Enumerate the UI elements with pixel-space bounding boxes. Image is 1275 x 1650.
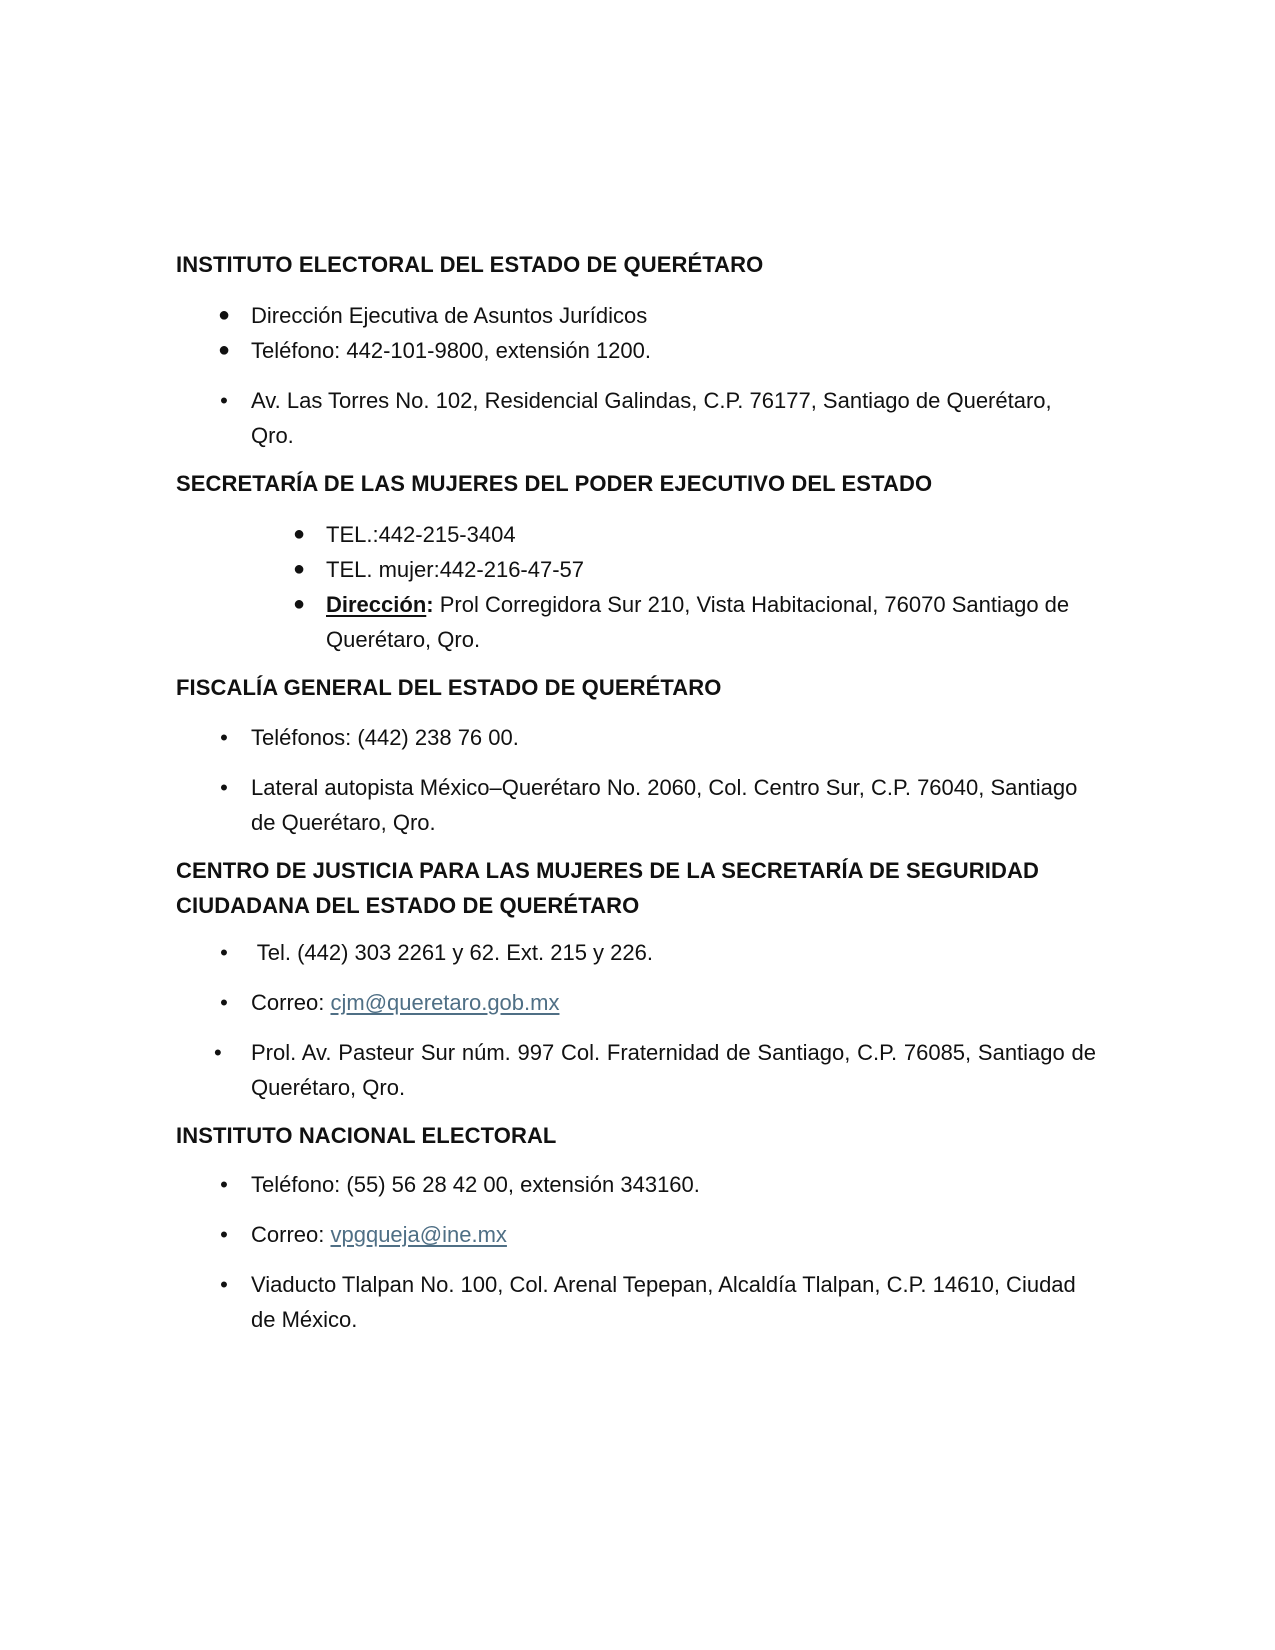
list-item [176,935,1096,970]
bullet-icon: • [220,1222,228,1247]
email-label: Correo: [251,990,331,1015]
list-item [176,1267,1096,1337]
item-text: Dirección Ejecutiva de Asuntos Jurídicos [251,303,648,328]
section-heading: CENTRO DE JUSTICIA PARA LAS MUJERES DE LA SECRETARÍA DE SEGURIDAD CIUDADANA DEL ESTADO DE QUERÉTARO [176,858,1039,918]
email-link[interactable]: vpgqueja@ine.mx [330,1222,507,1247]
email-link[interactable]: cjm@queretaro.gob.mx [330,990,560,1015]
bullet-icon: • [220,725,228,750]
list-item [176,333,1096,368]
section-ine-list [176,1167,1096,1337]
bullet-icon: • [220,1272,228,1297]
section-heading: SECRETARÍA DE LAS MUJERES DEL PODER EJECUTIVO DEL ESTADO [176,471,933,496]
item-text: Prol. Av. Pasteur Sur núm. 997 Col. Fraternidad de Santiago, C.P. 76085, Santiago de Querétaro, Qro. [251,1040,1096,1100]
section-iieq [176,247,1096,282]
item-text: Tel. (442) 303 2261 y 62. Ext. 215 y 226. [251,940,653,965]
list-item [176,1217,1096,1252]
section-heading: INSTITUTO ELECTORAL DEL ESTADO DE QUERÉTARO [176,252,764,277]
address-colon: : [426,592,434,617]
bullet-icon: • [220,775,228,800]
list-item [176,383,1096,453]
list-item [176,770,1096,840]
item-text: TEL.:442-215-3404 [326,522,516,547]
address-label: Dirección [326,592,427,617]
section-secretaria-mujeres-list [176,517,1096,657]
section-fiscalia [176,670,1096,705]
bullet-icon: ● [217,339,231,361]
bullet-icon: ● [292,593,306,615]
bullet-icon: • [220,990,228,1015]
bullet-icon: • [220,1172,228,1197]
list-item [176,1035,1096,1105]
item-text: Lateral autopista México–Querétaro No. 2060, Col. Centro Sur, C.P. 76040, Santiago de Querétaro, Qro. [251,775,1078,835]
section-secretaria-mujeres [176,466,1096,501]
section-heading: FISCALÍA GENERAL DEL ESTADO DE QUERÉTARO [176,675,722,700]
list-item [176,298,1096,333]
list-item [176,517,1096,552]
bullet-icon: ● [292,523,306,545]
bullet-icon: • [214,1040,222,1065]
item-text: Viaducto Tlalpan No. 100, Col. Arenal Tepepan, Alcaldía Tlalpan, C.P. 14610, Ciudad de México. [251,1272,1076,1332]
list-item [176,1167,1096,1202]
list-item [176,985,1096,1020]
email-label: Correo: [251,1222,331,1247]
item-text: TEL. mujer:442-216-47-57 [326,557,585,582]
bullet-icon: • [220,940,228,965]
item-text: Teléfono: (55) 56 28 42 00, extensión 343160. [251,1172,700,1197]
section-heading: INSTITUTO NACIONAL ELECTORAL [176,1123,557,1148]
item-text: Av. Las Torres No. 102, Residencial Galindas, C.P. 76177, Santiago de Querétaro, Qro. [251,388,1052,448]
list-item [176,720,1096,755]
section-ine [176,1118,1096,1153]
bullet-icon: ● [292,558,306,580]
section-iieq-list [176,298,1096,453]
item-text: Teléfonos: (442) 238 76 00. [251,725,519,750]
section-centro-justicia-list [176,935,1096,1105]
section-fiscalia-list [176,720,1096,840]
bullet-icon: ● [217,304,231,326]
list-item [176,552,1096,587]
list-item [176,587,1096,657]
address-text: Prol Corregidora Sur 210, Vista Habitacional, 76070 Santiago de Querétaro, Qro. [326,592,1070,652]
section-centro-justicia [176,853,1096,923]
item-text: Teléfono: 442-101-9800, extensión 1200. [251,338,651,363]
bullet-icon: • [220,388,228,413]
